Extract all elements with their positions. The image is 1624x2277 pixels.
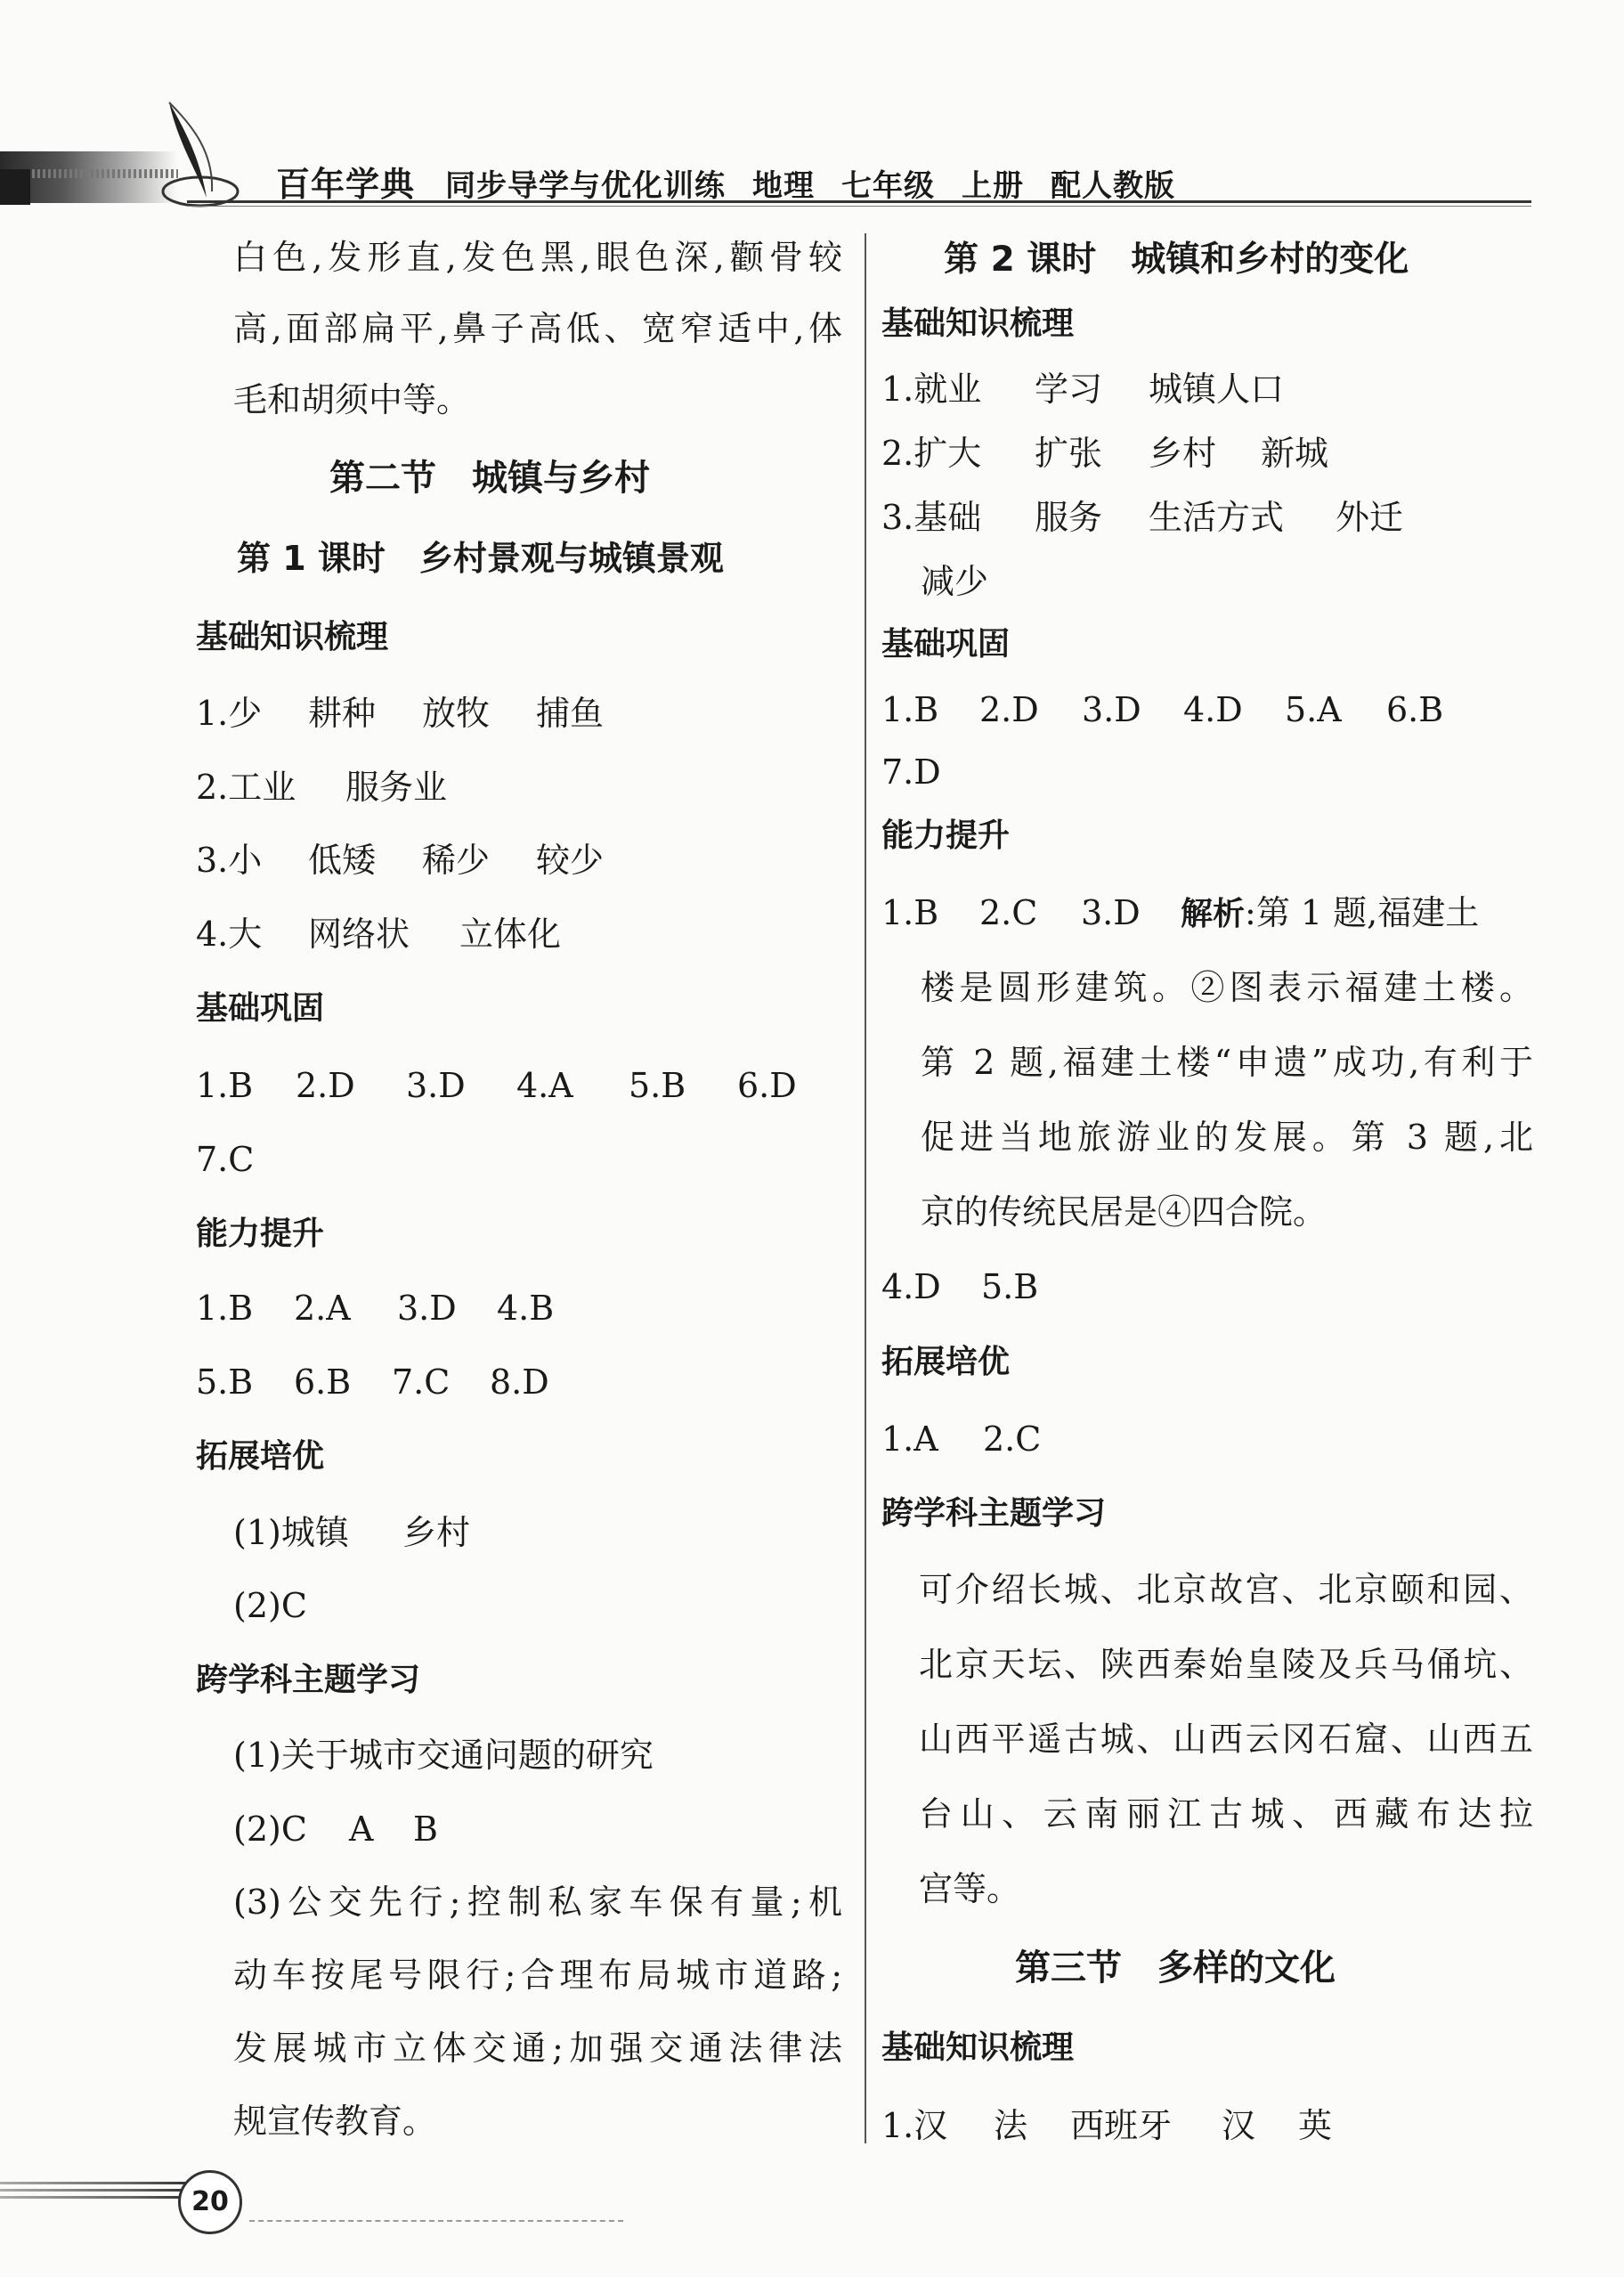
heading-ability-r: 能力提升 — [881, 817, 1011, 854]
basic2-answers: 1.汉 法 西班牙 汉 英 — [881, 2106, 1333, 2145]
section-title-2: 第二节 城镇与乡村 — [329, 458, 650, 499]
header-rule-thin — [187, 206, 1531, 207]
cross-text-line-4: 台山、云南丽江古城、西藏布达拉 — [919, 1794, 1533, 1834]
consolidate-answers-2: 7.C — [196, 1140, 255, 1179]
header-subject: 地理 — [752, 168, 816, 204]
heading-cross-subject-r: 跨学科主题学习 — [881, 1495, 1107, 1532]
page-number: 20 — [178, 2170, 242, 2234]
cross-answer-1: (1)关于城市交通问题的研究 — [233, 1736, 654, 1775]
quill-icon — [151, 98, 249, 214]
header-volume: 上册 — [962, 168, 1025, 204]
cross-answer-3-line-3: 发展城市立体交通;加强交通法律法 — [233, 2029, 842, 2068]
lesson-1-title: 第 1 课时 乡村景观与城镇景观 — [237, 539, 724, 578]
extend-answer-2: (2)C — [233, 1586, 307, 1625]
header-edition: 配人教版 — [1051, 168, 1176, 204]
basic-answer-4: 4.大 网络状 立体化 — [196, 915, 562, 954]
basic-answer-1: 1.少 耕种 放牧 捕鱼 — [196, 694, 605, 733]
ability-explanation-line-3: 促进当地旅游业的发展。第 3 题,北 — [921, 1118, 1533, 1157]
cross-answer-3-line-2: 动车按尾号限行;合理布局城市道路; — [233, 1956, 842, 1995]
basic-answer-2: 2.工业 服务业 — [196, 768, 448, 807]
lesson-2-title: 第 2 课时 城镇和乡村的变化 — [944, 240, 1409, 280]
section-title-3: 第三节 多样的文化 — [1015, 1948, 1336, 1988]
basic-answer-r2: 2.扩大 扩张 乡村 新城 — [881, 434, 1329, 473]
header-corner-block — [0, 169, 30, 205]
footer-decor-lines — [0, 2182, 187, 2208]
basic-answer-3: 3.小 低矮 稀少 较少 — [196, 841, 605, 880]
column-divider — [865, 233, 866, 2143]
consolidate-answers-r2: 7.D — [881, 752, 941, 792]
basic-answer-r3: 3.基础 服务 生活方式 外迁 — [881, 498, 1404, 537]
basic-answer-r3-cont: 减少 — [921, 562, 989, 601]
heading-cross-subject: 跨学科主题学习 — [196, 1662, 421, 1698]
intro-line-3: 毛和胡须中等。 — [233, 380, 471, 419]
heading-ability: 能力提升 — [196, 1216, 325, 1252]
intro-line-1: 白色,发形直,发色黑,眼色深,颧骨较 — [233, 238, 842, 277]
intro-line-2: 高,面部扁平,鼻子高低、宽窄适中,体 — [233, 309, 842, 348]
ability-answers-1: 1.B 2.A 3.D 4.B — [196, 1289, 555, 1328]
ability-explanation-line-4: 京的传统民居是④四合院。 — [921, 1192, 1328, 1232]
extend-answers-r: 1.A 2.C — [881, 1419, 1042, 1459]
cross-answer-2: (2)C A B — [233, 1809, 438, 1849]
header-grade: 七年级 — [841, 168, 936, 204]
header-brand: 百年学典 — [276, 165, 416, 204]
heading-extend: 拓展培优 — [196, 1438, 325, 1475]
ability-explanation-line-2: 第 2 题,福建土楼“申遗”成功,有利于 — [921, 1043, 1533, 1082]
cross-answer-3-line-1: (3)公交先行;控制私家车保有量;机 — [233, 1883, 842, 1922]
cross-text-line-3: 山西平遥古城、山西云冈石窟、山西五 — [919, 1720, 1533, 1759]
heading-basic-knowledge-r: 基础知识梳理 — [881, 305, 1075, 342]
ability-answers-2: 5.B 6.B 7.C 8.D — [196, 1362, 549, 1402]
footer-dashed-rule — [249, 2220, 623, 2222]
heading-consolidate-r: 基础巩固 — [881, 626, 1011, 663]
consolidate-answers-r1: 1.B 2.D 3.D 4.D 5.A 6.B — [881, 690, 1444, 729]
heading-basic-knowledge: 基础知识梳理 — [196, 619, 389, 655]
heading-consolidate: 基础巩固 — [196, 990, 325, 1027]
ability-explanation-line-1: 楼是圆形建筑。②图表示福建土楼。 — [921, 968, 1533, 1007]
cross-answer-3-line-4: 规宣传教育。 — [233, 2102, 437, 2141]
extend-answer-1: (1)城镇 乡村 — [233, 1513, 471, 1552]
heading-basic-knowledge-r2: 基础知识梳理 — [881, 2029, 1075, 2066]
running-header — [276, 157, 1175, 206]
cross-text-line-2: 北京天坛、陕西秦始皇陵及兵马俑坑、 — [919, 1645, 1533, 1684]
basic-answer-r1: 1.就业 学习 城镇人口 — [881, 370, 1285, 409]
consolidate-answers-1: 1.B 2.D 3.D 4.A 5.B 6.D — [196, 1066, 797, 1105]
cross-text-line-1: 可介绍长城、北京故宫、北京颐和园、 — [919, 1570, 1533, 1609]
heading-extend-r: 拓展培优 — [881, 1344, 1011, 1380]
ability-answers-r2: 4.D 5.B — [881, 1267, 1039, 1306]
ability-answers-r1: 1.B 2.C 3.D 解析:第 1 题,福建土 — [881, 893, 1480, 932]
header-series: 同步导学与优化训练 — [445, 168, 727, 204]
cross-text-line-5: 宫等。 — [919, 1869, 1021, 1908]
